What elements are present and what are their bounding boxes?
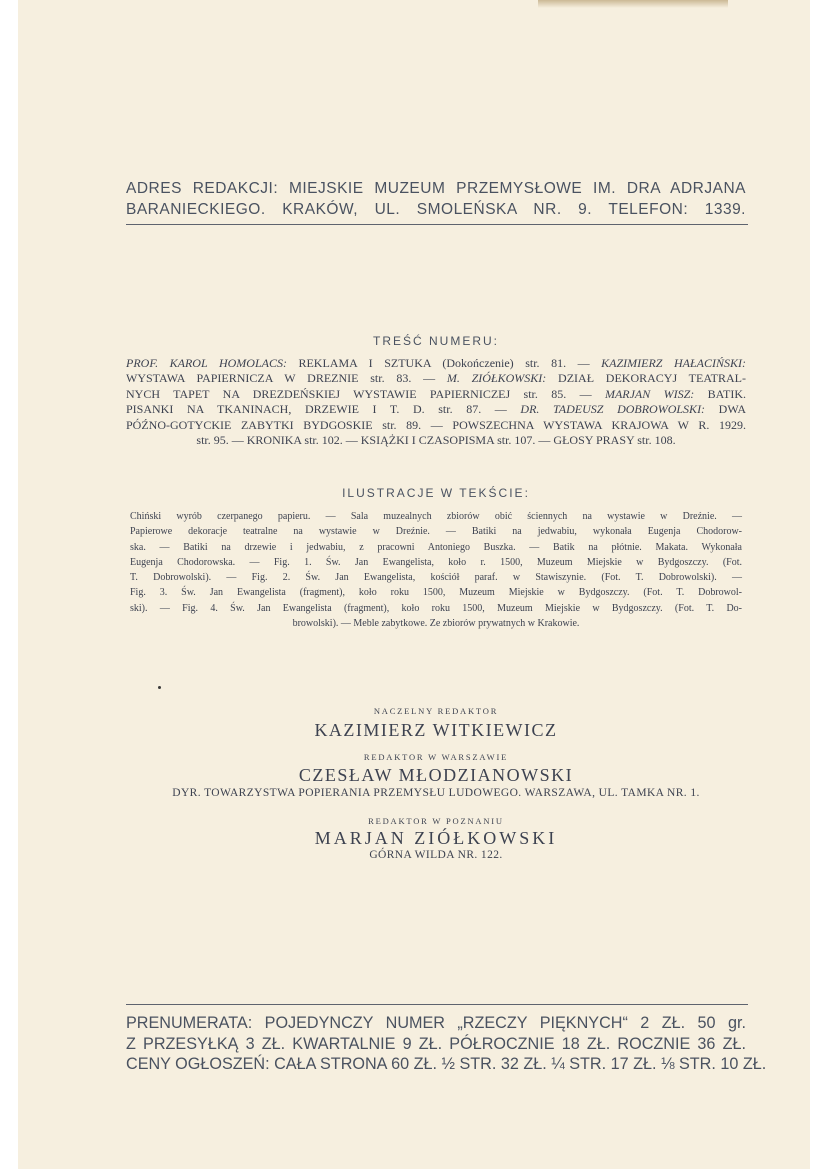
contents-text: DWA: [705, 402, 746, 417]
illustrations-line: Fig. 3. Św. Jan Ewangelista (fragment), koło roku 1500, Muzeum Miejskie w Bydgoszczy. (Fot. T. Dobrowol-: [130, 587, 742, 599]
illustrations-line: Papierowe dekoracje teatralne na wystawie w Dreźnie. — Batiki na jedwabiu, wykonała Eugenja Chodorow-: [130, 526, 742, 538]
contents-text: WYSTAWA PAPIERNICZA W DREZNIE str. 83. —: [126, 371, 447, 386]
poznan-editor-label: REDAKTOR W POZNANIU: [368, 816, 504, 826]
warsaw-editor-address: DYR. TOWARZYSTWA POPIERANIA PRZEMYSŁU LUDOWEGO. WARSZAWA, UL. TAMKA NR. 1.: [172, 787, 700, 799]
contents-author: DR. TADEUSZ DOBROWOLSKI:: [520, 402, 706, 417]
chief-editor-label: NACZELNY REDAKTOR: [373, 706, 499, 716]
illustrations-line: Chiński wyrób czerpanego papieru. — Sala muzealnych zbiorów obić ściennych na wystawie w Dreźnie. —: [130, 511, 742, 522]
ink-speck: [158, 686, 161, 689]
poznan-editor-name: MARJAN ZIÓŁKOWSKI: [314, 828, 558, 848]
contents-line: [126, 418, 746, 433]
chief-editor-name: KAZIMIERZ WITKIEWICZ: [314, 720, 558, 740]
contents-line: [126, 356, 746, 371]
poznan-editor-address: GÓRNA WILDA NR. 122.: [369, 849, 503, 861]
illustrations-list: [130, 509, 742, 631]
illustrations-line: T. Dobrowolski). — Fig. 2. Św. Jan Ewangelista, kościół paraf. w Stawiszynie. (Fot. T. Dobrowolski). —: [130, 572, 742, 584]
subscription-line-3: CENY OGŁOSZEŃ: CAŁA STRONA 60 ZŁ. ½ STR. 32 ZŁ. ¼ STR. 17 ZŁ. ⅛ STR. 10 ZŁ.: [126, 1055, 767, 1073]
contents-text: str. 95. — KRONIKA str. 102. — KSIĄŻKI I CZASOPISMA str. 107. — GŁOSY PRASY str. 108.: [196, 433, 676, 448]
contents-line: [126, 371, 746, 386]
contents-text: BATIK.: [694, 386, 746, 401]
address-divider: [126, 224, 748, 225]
contents-heading: TREŚĆ NUMERU:: [372, 334, 499, 348]
contents-line: [126, 387, 746, 402]
contents-text: REKLAMA I SZTUKA (Dokończenie) str. 81. —: [286, 356, 602, 370]
illustrations-heading: ILUSTRACJE W TEKŚCIE:: [342, 486, 530, 500]
contents-author: MARJAN WISZ:: [604, 386, 695, 401]
subscription-line-2: Z PRZESYŁKĄ 3 ZŁ. KWARTALNIE 9 ZŁ. PÓŁROCZNIE 18 ZŁ. ROCZNIE 36 ZŁ.: [126, 1034, 746, 1053]
warsaw-editor-name: CZESŁAW MŁODZIANOWSKI: [298, 765, 574, 785]
subscription-info: [126, 1013, 767, 1075]
warsaw-editor-label: REDAKTOR W WARSZAWIE: [363, 752, 509, 762]
contents-author: KAZIMIERZ HAŁACIŃSKI:: [601, 356, 746, 370]
address-line-1: ADRES REDAKCJI: MIEJSKIE MUZEUM PRZEMYSŁOWE IM. DRA ADRJANA: [126, 180, 746, 197]
address-line-2: BARANIECKIEGO. KRAKÓW, UL. SMOLEŃSKA NR. 9. TELEFON: 1339.: [126, 201, 746, 218]
illustrations-line: Eugenja Chodorowska. — Fig. 1. Św. Jan Ewangelista, koło r. 1500, Muzeum Miejskie w Bydgoszczy. (Fot.: [130, 556, 742, 568]
contents-list: [126, 356, 746, 448]
contents-text: NYCH TAPET NA DREZDEŃSKIEJ WYSTAWIE PAPIERNICZEJ str. 85. —: [126, 386, 605, 401]
illustrations-line: ska. — Batiki na drzewie i jedwabiu, z pracowni Antoniego Buszka. — Batik na płótnie. Makata. Wykonała: [130, 541, 742, 553]
paper-fold-shadow: [538, 0, 728, 8]
subscription-line-1: PRENUMERATA: POJEDYNCZY NUMER „RZECZY PIĘKNYCH“ 2 ZŁ. 50 gr.: [126, 1014, 746, 1032]
contents-author: PROF. KAROL HOMOLACS:: [126, 356, 287, 370]
contents-author: M. ZIÓŁKOWSKI:: [446, 371, 547, 386]
illustrations-line: ski). — Fig. 4. Św. Jan Ewangelista (fragment), koło roku 1500, Muzeum Miejskie w Bydgoszczy. (Fot. T. Do-: [130, 602, 742, 614]
contents-text: PÓŹNO-GOTYCKIE ZABYTKI BYDGOSKIE str. 89. — POWSZECHNA WYSTAWA KRAJOWA W R. 1929.: [126, 417, 746, 432]
illustrations-line: browolski). — Meble zabytkowe. Ze zbiorów prywatnych w Krakowie.: [292, 618, 580, 630]
contents-line: [126, 402, 746, 417]
subscription-divider: [126, 1004, 748, 1005]
contents-text: PISANKI NA TKANINACH, DRZEWIE I T. D. str. 87. —: [126, 402, 521, 417]
contents-line: [126, 433, 746, 448]
contents-text: DZIAŁ DEKORACYJ TEATRAL-: [546, 371, 747, 386]
editorial-address: [126, 178, 746, 220]
